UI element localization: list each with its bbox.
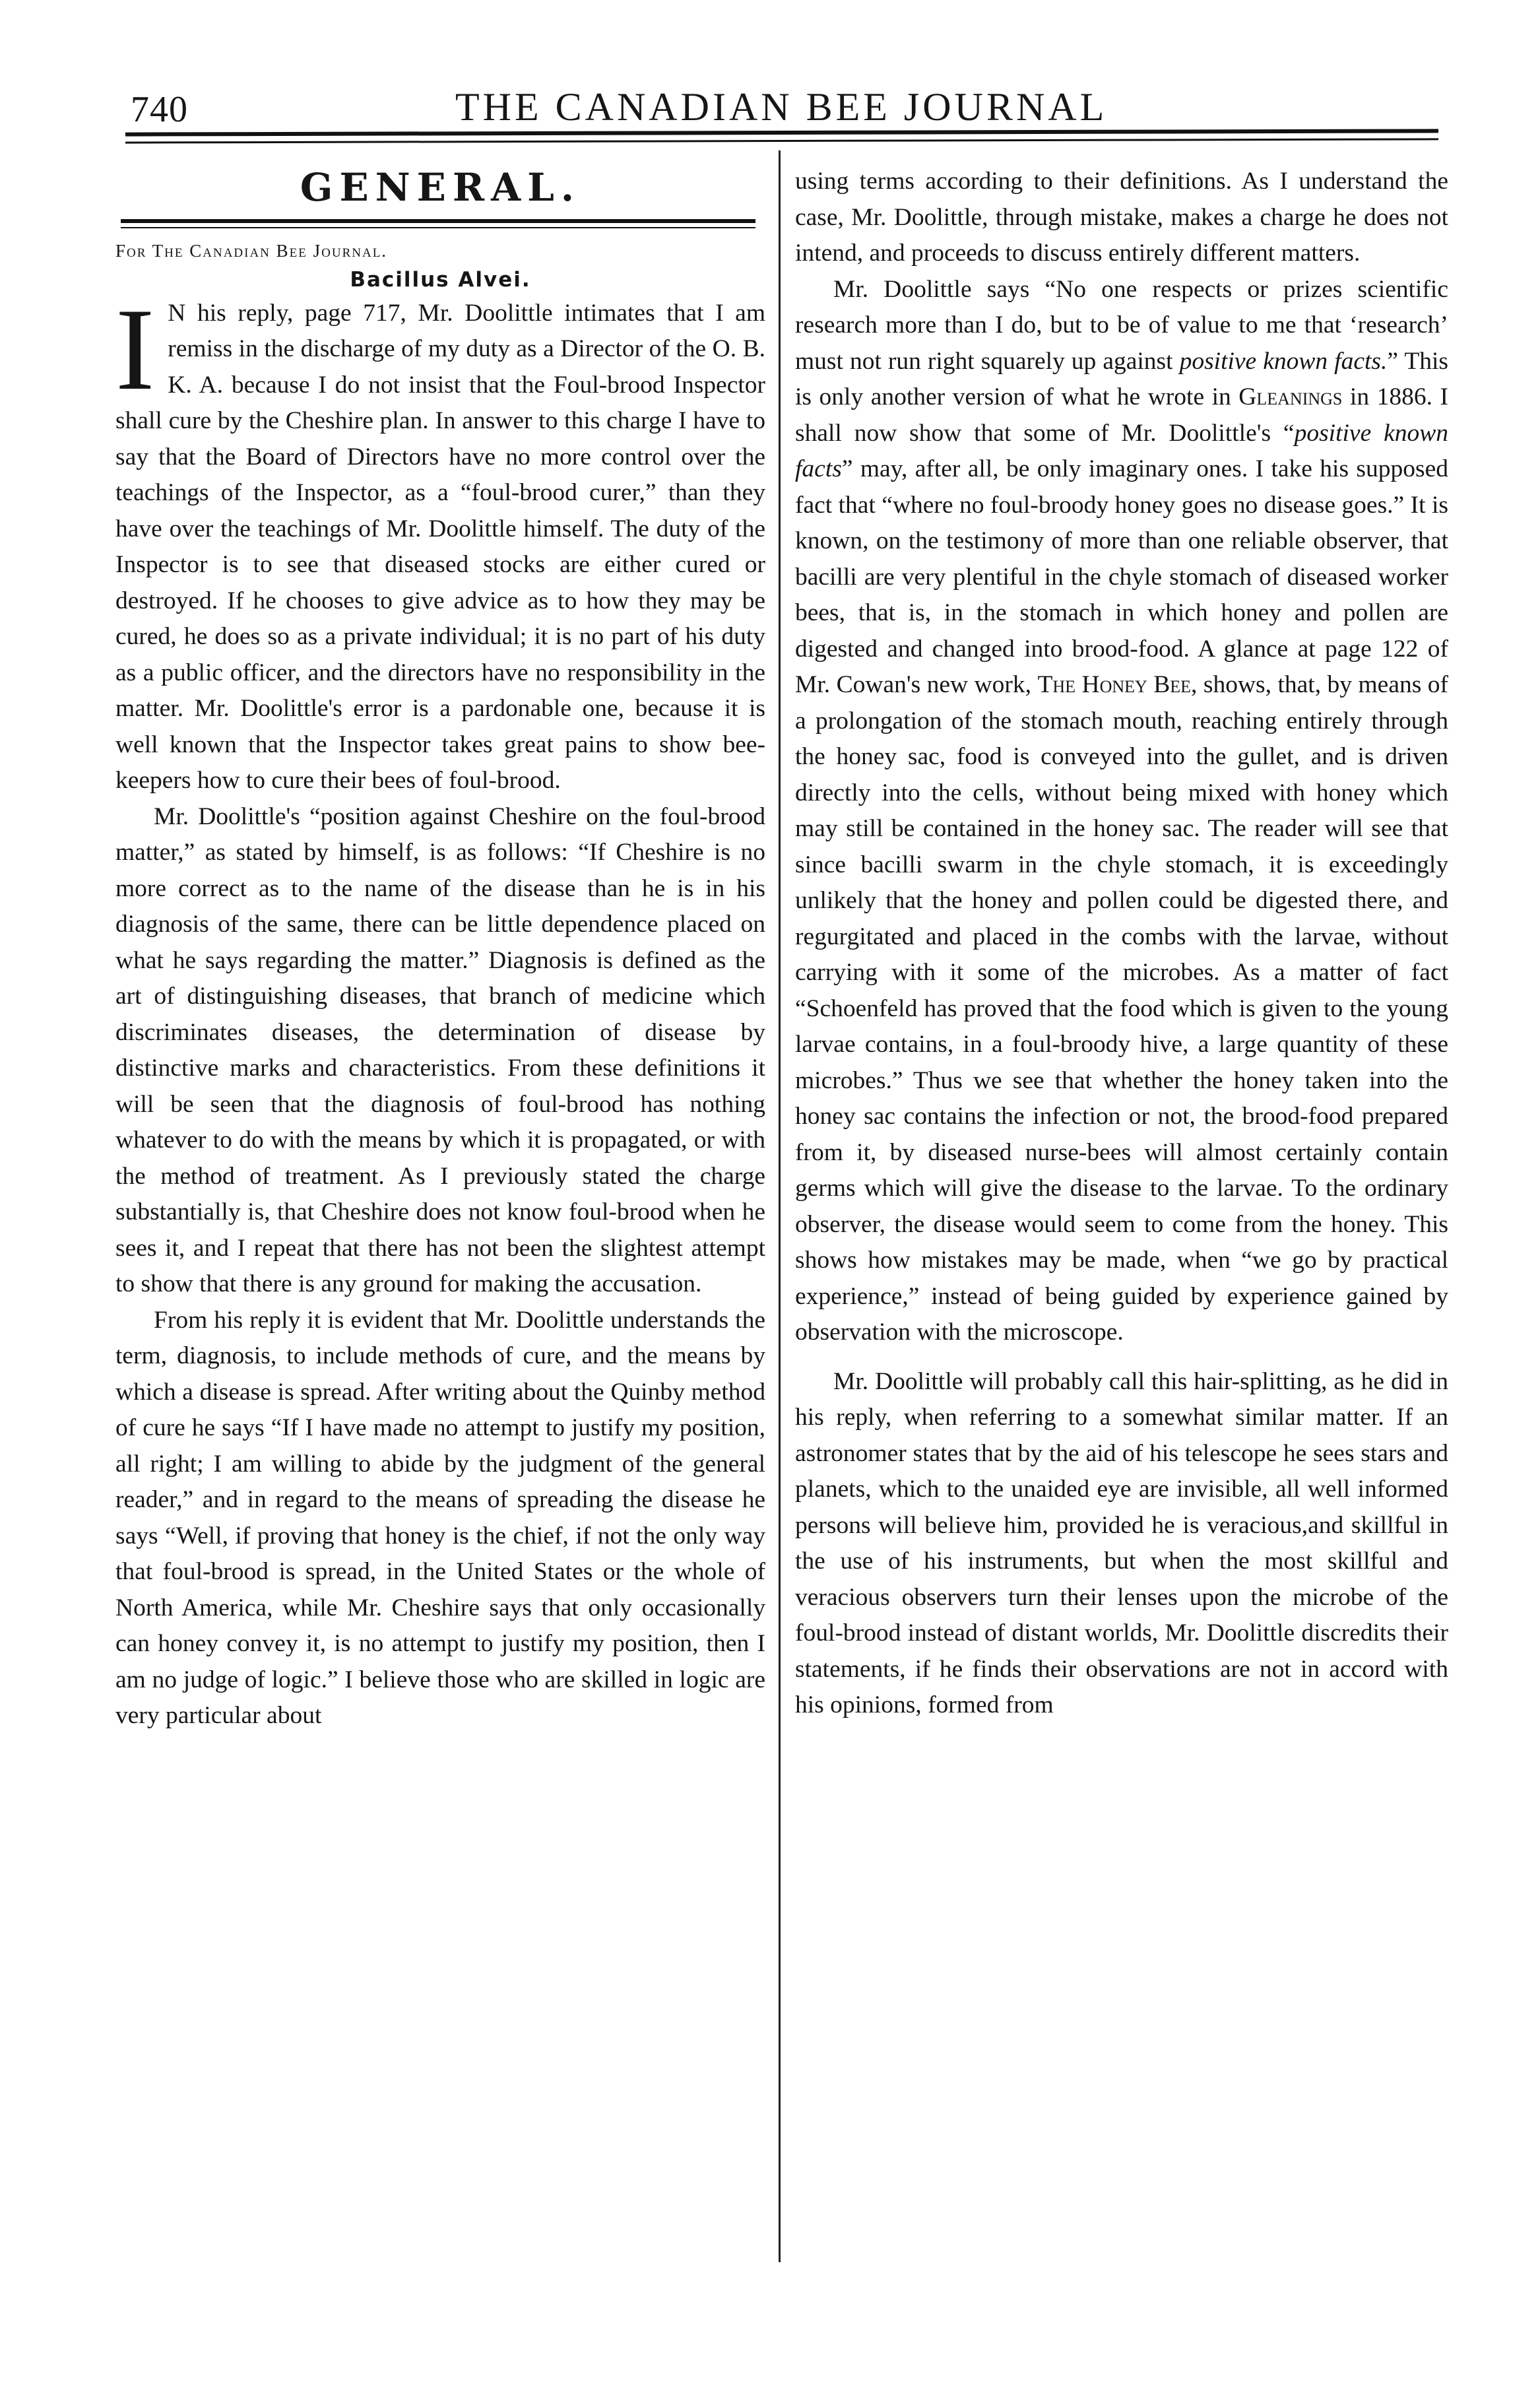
paragraph-3: From his reply it is evident that Mr. Doolittle understands the term, diagnosis, to include methods of cure, and the means by which a disease is spread. After writing about the Quinby method of cure he says “If I have made no attempt to justify my position, all right; I am willing to abide by the judgment of the general reader,” and in regard to the means of spreading the disease he says “Well, if proving that honey is the chief, if not the only way that foul-brood is spread, in the United States or the whole of North America, while Mr. Cheshire says that only occasionally can honey convey it, is no attempt to justify my position, then I am no judge of logic.” I believe those who are skilled in logic are very particular about <box>115 1306 765 1729</box>
paragraph-1-text: N his reply, page 717, Mr. Doolittle intimates that I am remiss in the discharge of my duty as a Director of the O. B. K. A. because I do not insist that the Foul-brood Inspector shall cure by the Cheshire plan. In answer to this charge I have to say that the Board of Directors have no more control over the teachings of the Inspector, as a “foul-brood curer,” than they have over the teachings of Mr. Doolittle himself. The duty of the Inspector is to see that diseased stocks are either cured or destroyed. If he chooses to give advice as to how they may be cured, he does so as a private individual; it is no part of his duty as a public officer, and the directors have no responsibility in the matter. Mr. Doolittle's error is a pardonable one, because it is well known that the Inspector takes great pains to show bee-keepers how to cure their bees of foul-brood. <box>115 299 765 794</box>
header-rule-thin <box>125 138 1438 143</box>
drop-cap: I <box>115 283 155 414</box>
paragraph-1 <box>115 283 765 799</box>
right-column <box>795 164 1448 1724</box>
page-number: 740 <box>131 89 188 130</box>
left-column <box>115 155 765 1734</box>
paragraph-5: Mr. Doolittle says “No one respects or prizes scientific research more than I do, but to be of value to me that ‘research’ must not run right squarely up against positive known facts.” This is only another version of what he wrote in Gleanings in 1886. I shall now show that some of Mr. Doolittle's “positive known facts” may, after all, be only imaginary ones. I take his supposed fact that “where no foul-broody honey goes no disease goes.” It is known, on the testimony of more than one reliable observer, that bacilli are very plentiful in the chyle stomach of diseased worker bees, that is, in the stomach in which honey and pollen are digested and changed into brood-food. A glance at page 122 of Mr. Cowan's new work, The Honey Bee, shows, that, by means of a prolongation of the stomach mouth, reaching entirely through the honey sac, food is conveyed into the gullet, and is driven directly into the cells, without being mixed with honey which may still be contained in the honey sac. The reader will see that since bacilli swarm in the chyle stomach, it is exceedingly unlikely that the honey and pollen could be digested there, and regurgitated and placed in the combs with the larvae, without carrying with it some of the microbes. As a matter of fact “Schoenfeld has proved that the food which is given to the young larvae contains, in a foul-broody hive, a large quantity of these microbes.” Thus we see that whether the honey taken into the honey sac contains the infection or not, the brood-food prepared from it, by diseased nurse-bees will almost certainly contain germs which will give the disease to the larvae. To the ordinary observer, the disease would seem to come from the honey. This shows how mistakes may be made, when “we go by practical experience,” instead of being guided by experience gained by observation with the microscope. <box>795 275 1449 1346</box>
page-header <box>125 84 1454 131</box>
article-title: Bacillus Alvei. <box>350 267 531 292</box>
article-byline: For The Canadian Bee Journal. <box>115 240 388 261</box>
journal-title: THE CANADIAN BEE JOURNAL <box>455 85 1108 129</box>
paragraph-6: Mr. Doolittle will probably call this hair-splitting, as he did in his reply, when referring to a somewhat similar matter. If an astronomer states that by the aid of his telescope he sees stars and planets, which to the unaided eye are invisible, all well informed persons will believe him, provided he is veracious,and skillful in the use of his instruments, but when the most skillful and veracious observers turn their lenses upon the microbe of the foul-brood instead of distant worlds, Mr. Doolittle discredits their statements, if he finds their observations are not in accord with his opinions, formed from <box>795 1367 1448 1718</box>
section-heading: GENERAL. <box>300 165 581 210</box>
column-divider <box>779 150 781 2262</box>
paragraph-2: Mr. Doolittle's “position against Cheshire on the foul-brood matter,” as stated by himself, is as follows: “If Cheshire is no more correct as to the name of the disease than he is in his diagnosis of the same, there can be little dependence placed on what he says regarding the matter.” Diagnosis is defined as the art of distinguishing diseases, that branch of medicine which discriminates diseases, the determination of disease by distinctive marks and characteristics. From these definitions it will be seen that the diagnosis of foul-brood has nothing whatever to do with the means by which it is propagated, or with the method of treatment. As I previously stated the charge substantially is, that Cheshire does not know foul-brood when he sees it, and I repeat that there has not been the slightest attempt to show that there is any ground for making the accusation. <box>115 802 765 1297</box>
paragraph-4: using terms according to their definitions. As I understand the case, Mr. Doolittle, through mistake, makes a charge he does not intend, and proceeds to discuss entirely different matters. <box>795 168 1448 267</box>
section-rules <box>115 218 765 232</box>
